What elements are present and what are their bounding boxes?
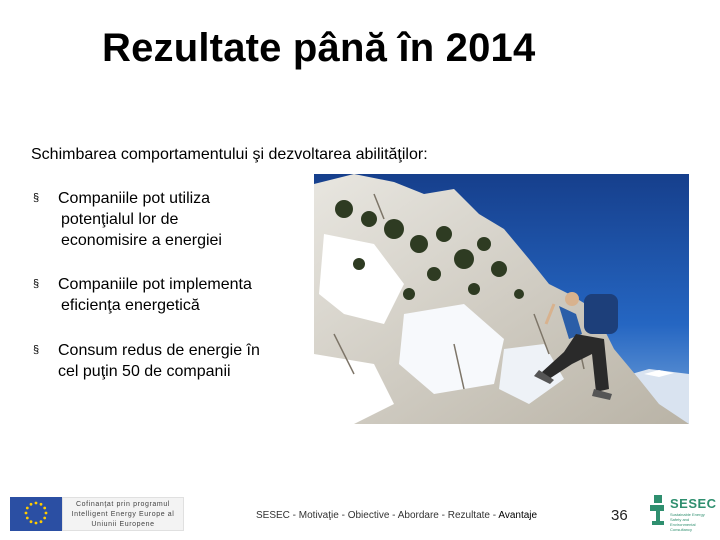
page-number: 36 xyxy=(611,507,628,524)
cofinance-line: Uniunii Europene xyxy=(91,521,155,528)
cofinance-line: Cofinanţat prin programul xyxy=(76,501,170,508)
bullet-marker: § xyxy=(33,192,40,204)
bullet-line: eficienţa energetică xyxy=(61,297,200,314)
mountain-hiker-photo xyxy=(314,174,689,424)
bullet-line: Consum redus de energie în xyxy=(58,342,260,359)
cofinance-line: Intelligent Energy Europe al xyxy=(71,511,175,518)
bullet-line: Companiile pot utiliza xyxy=(58,190,211,207)
sesec-logo-text: SESEC xyxy=(670,496,717,511)
footer-nav-current: Avantaje xyxy=(498,510,538,521)
footer-nav-path: SESEC - Motivaţie - Obiective - Abordare - Rezultate - xyxy=(256,510,499,521)
eu-flag-logo xyxy=(10,497,62,531)
slide-title: Rezultate până în 2014 xyxy=(102,26,536,70)
cofinance-note xyxy=(62,497,184,531)
bullet-line: economisire a energiei xyxy=(61,232,222,249)
bullet-marker: § xyxy=(33,344,40,356)
intro-text: Schimbarea comportamentului şi dezvoltarea abilităţilor: xyxy=(31,146,428,163)
sesec-logo-subtext: Sustainable Energy Safety and Environmental Consultancy xyxy=(670,512,705,532)
bullet-marker: § xyxy=(33,278,40,290)
bullet-line: potenţialul lor de xyxy=(61,211,179,228)
bullet-line: Companiile pot implementa xyxy=(58,276,252,293)
footer-navigation xyxy=(256,510,537,521)
bullet-line: cel puţin 50 de companii xyxy=(58,363,231,380)
